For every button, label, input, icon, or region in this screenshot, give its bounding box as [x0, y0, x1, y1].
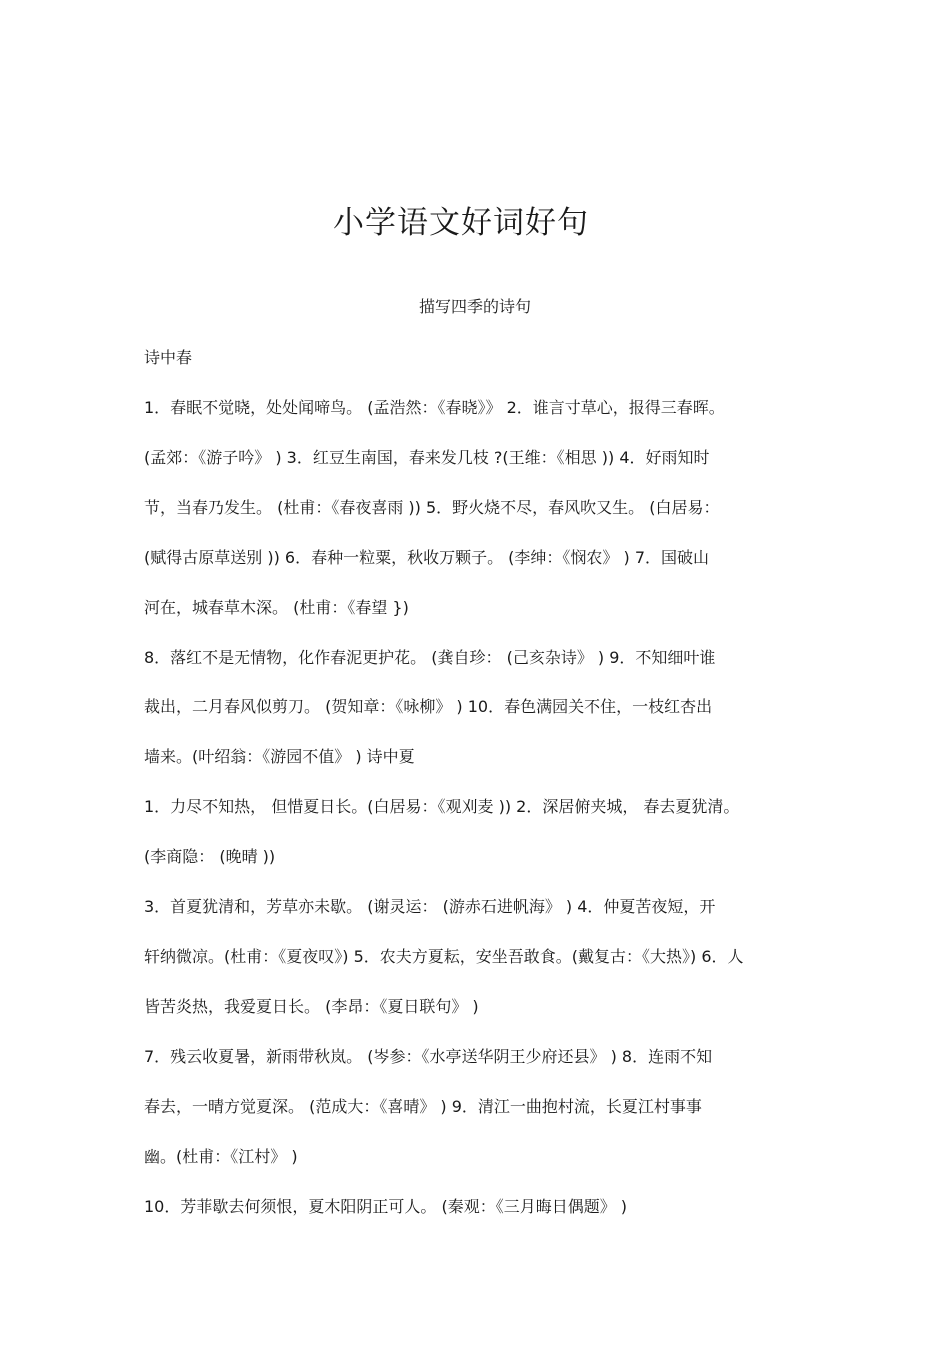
text-line: 10．芳菲歇去何须恨，夏木阳阴正可人。 (秦观：《三月晦日偶题》 )	[144, 1197, 628, 1216]
text-line: 8．落红不是无情物，化作春泥更护花。 (龚自珍： (己亥杂诗》 ) 9．不知细叶谁	[144, 648, 716, 667]
document-title: 小学语文好词好句	[333, 205, 589, 241]
text-line: 幽。(杜甫：《江村》 )	[144, 1147, 298, 1166]
text-line: 3．首夏犹清和，芳草亦未歇。 (谢灵运： (游赤石进帆海》 ) 4．仲夏苦夜短，开	[144, 897, 716, 916]
text-line: 1．力尽不知热， 但惜夏日长。(白居易：《观刈麦 )) 2．深居俯夹城， 春去夏犹清。	[144, 797, 740, 816]
text-line: 轩纳微凉。(杜甫：《夏夜叹》) 5．农夫方夏耘，安坐吾敢食。(戴复古：《大热》) 6．人	[144, 947, 744, 966]
text-line: (赋得古原草送别 )) 6．春种一粒粟，秋收万颗子。 (李绅：《悯农》 ) 7．国破山	[144, 548, 710, 567]
text-line: (孟郊：《游子吟》 ) 3．红豆生南国，春来发几枝 ?(王维：《相思 )) 4．好雨知时	[144, 448, 710, 467]
text-line: 裁出，二月春风似剪刀。 (贺知章：《咏柳》 ) 10．春色满园关不住，一枝红杏出	[144, 697, 713, 716]
text-line: 诗中春	[144, 348, 193, 367]
text-line: 7．残云收夏暑，新雨带秋岚。 (岑参：《水亭送华阴王少府还县》 ) 8．连雨不知	[144, 1047, 713, 1066]
text-line: 1．春眠不觉晓，处处闻啼鸟。 (孟浩然：《春晓》》 2．谁言寸草心，报得三春晖。	[144, 398, 725, 417]
text-line: 河在，城春草木深。 (杜甫：《春望 })	[144, 598, 409, 617]
text-line: 春去，一晴方觉夏深。 (范成大：《喜晴》 ) 9．清江一曲抱村流，长夏江村事事	[144, 1097, 702, 1116]
text-line: (李商隐： (晚晴 ))	[144, 847, 276, 866]
text-line: 皆苦炎热，我爱夏日长。 (李昂：《夏日联句》 )	[144, 997, 479, 1016]
document-subtitle: 描写四季的诗句	[418, 297, 531, 316]
text-line: 节，当春乃发生。 (杜甫：《春夜喜雨 )) 5．野火烧不尽，春风吹又生。 (白居易：	[144, 498, 720, 517]
text-line: 墙来。(叶绍翁：《游园不值》 ) 诗中夏	[144, 747, 415, 766]
